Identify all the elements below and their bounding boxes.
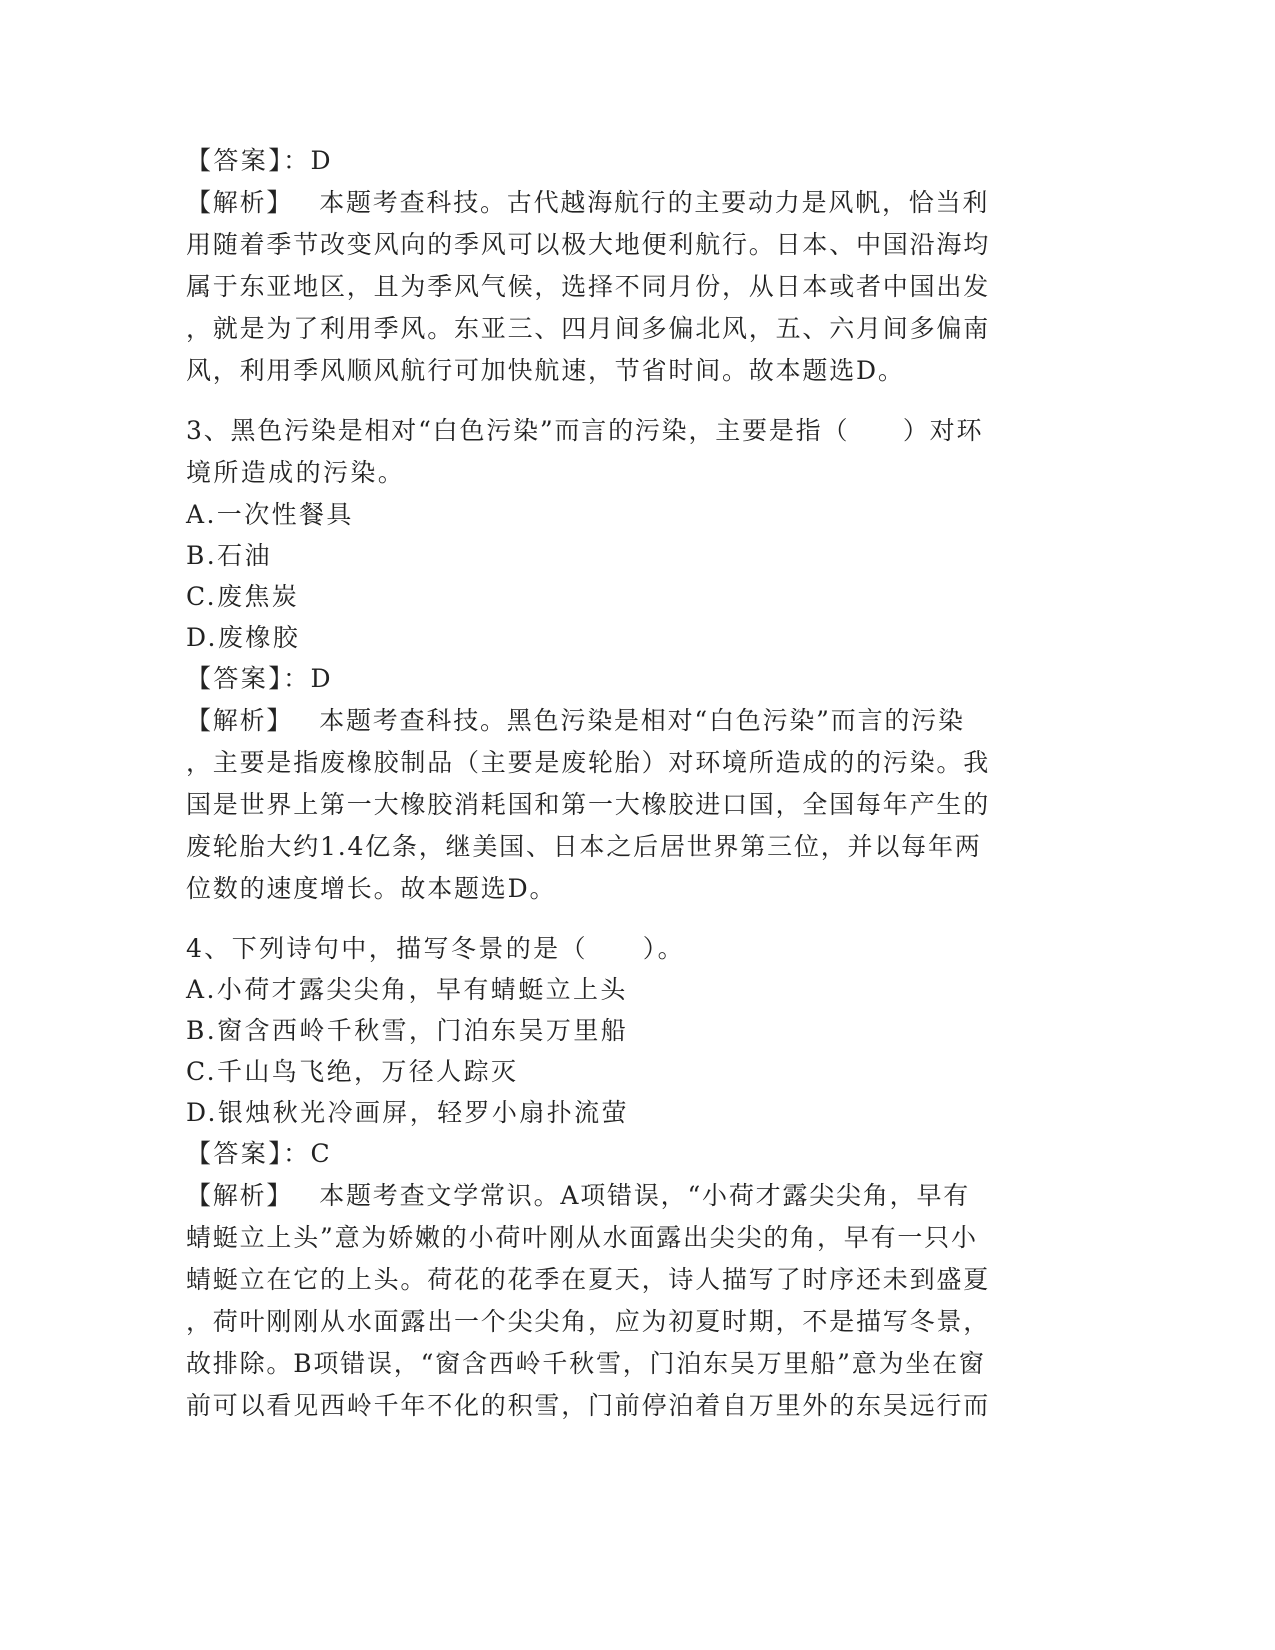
analysis-line: 蜻蜓立在它的上头。荷花的花季在夏天，诗人描写了时序还未到盛夏 [186,1265,991,1294]
option-d: D.银烛秋光冷画屏，轻罗小扇扑流萤 [186,1098,629,1127]
analysis-line: ，就是为了利用季风。东亚三、四月间多偏北风，五、六月间多偏南 [186,314,991,343]
question-stem-line: 3、黑色污染是相对“白色污染”而言的污染，主要是指（ ）对环 [186,416,984,445]
analysis-line: 国是世界上第一大橡胶消耗国和第一大橡胶进口国，全国每年产生的 [186,790,991,819]
question-stem-line: 4、下列诗句中，描写冬景的是（ ）。 [186,934,686,963]
analysis-text: 本题考查科技。古代越海航行的主要动力是风帆，恰当利 [319,188,990,217]
analysis-line: 废轮胎大约1.4亿条，继美国、日本之后居世界第三位，并以每年两 [186,832,982,861]
option-a: A.小荷才露尖尖角，早有蜻蜓立上头 [186,975,628,1004]
analysis-text: 本题考查文学常识。A项错误，“小荷才露尖尖角，早有 [319,1181,971,1210]
analysis-line: 蜻蜓立上头”意为娇嫩的小荷叶刚从水面露出尖尖的角，早有一只小 [186,1223,978,1252]
option-c: C.废焦炭 [186,582,300,611]
option-c: C.千山鸟飞绝，万径人踪灭 [186,1057,519,1086]
option-b: B.窗含西岭千秋雪，门泊东吴万里船 [186,1016,629,1045]
answer-label: 【答案】：D [186,664,333,693]
question-stem-line: 境所造成的污染。 [186,458,406,487]
answer-label: 【答案】：C [186,1139,333,1168]
answer-label: 【答案】：D [186,146,333,175]
analysis-line: ，荷叶刚刚从水面露出一个尖尖角，应为初夏时期，不是描写冬景， [186,1307,991,1336]
analysis-line: 属于东亚地区，且为季风气候，选择不同月份，从日本或者中国出发 [186,272,991,301]
option-d: D.废橡胶 [186,623,301,652]
analysis-line [186,188,989,220]
analysis-line [186,706,965,738]
analysis-line: 位数的速度增长。故本题选D。 [186,874,557,903]
analysis-line: 前可以看见西岭千年不化的积雪，门前停泊着自万里外的东吴远行而 [186,1391,991,1420]
option-b: B.石油 [186,541,272,570]
analysis-line: 用随着季节改变风向的季风可以极大地便利航行。日本、中国沿海均 [186,230,991,259]
analysis-line: 故排除。B项错误，“窗含西岭千秋雪，门泊东吴万里船”意为坐在窗 [186,1349,986,1378]
analysis-label: 【解析】 [186,706,294,735]
analysis-label: 【解析】 [186,1181,294,1210]
analysis-line [186,1181,970,1213]
option-a: A.一次性餐具 [186,500,354,529]
analysis-label: 【解析】 [186,188,294,217]
analysis-text: 本题考查科技。黑色污染是相对“白色污染”而言的污染 [319,706,965,735]
analysis-line: 风，利用季风顺风航行可加快航速，节省时间。故本题选D。 [186,356,905,385]
analysis-line: ，主要是指废橡胶制品（主要是废轮胎）对环境所造成的的污染。我 [186,748,991,777]
